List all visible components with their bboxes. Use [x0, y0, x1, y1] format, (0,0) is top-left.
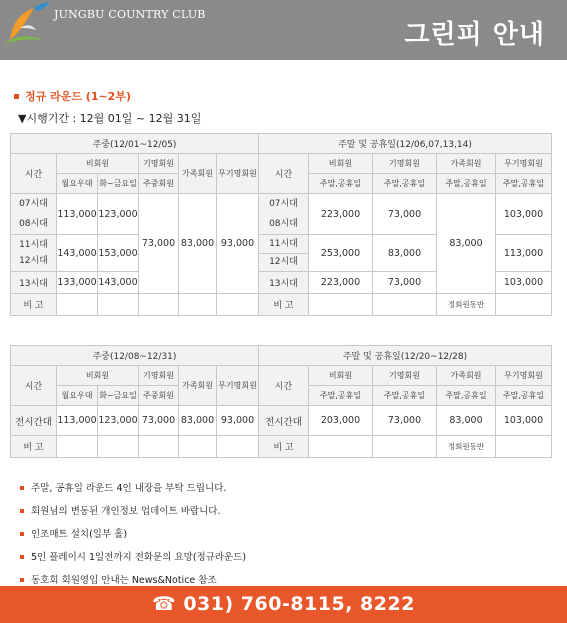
time-11: 11시대	[259, 235, 308, 254]
nonmember-header: 비회원	[57, 366, 139, 386]
price-cell: 143,000	[57, 235, 98, 272]
named-member-header: 기명회원	[139, 366, 179, 386]
period-text: ▼시행기간 : 12월 01일 ~ 12월 31일	[18, 112, 202, 125]
family-member-header: 가족회원	[179, 154, 217, 194]
price-cell: 103,000	[496, 194, 552, 235]
note-text: 회원님의 변동된 개인정보 업데이트 바랍니다.	[31, 506, 221, 517]
holiday-subheader: 주말,공휴일	[496, 386, 552, 406]
note-text: 동호회 회원영입 안내는 News&Notice 참조	[31, 575, 217, 586]
time-12: 12시대	[269, 257, 298, 267]
note-item	[20, 480, 246, 503]
price-cell: 83,000	[179, 194, 217, 294]
price-cell: 83,000	[437, 406, 496, 436]
holiday-subheader: 주말,공휴일	[437, 386, 496, 406]
price-cell: 113,000	[496, 235, 552, 272]
price-cell: 123,000	[98, 406, 139, 436]
time-slot	[11, 194, 57, 235]
holiday-subheader: 주말,공휴일	[437, 174, 496, 194]
family-member-header: 가족회원	[437, 366, 496, 386]
bullet-icon	[20, 555, 24, 559]
note-label: 비 고	[259, 294, 309, 316]
note-label: 비 고	[259, 436, 309, 458]
price-cell: 93,000	[217, 194, 259, 294]
time-12: 12시대	[19, 256, 48, 266]
time-13: 13시대	[11, 272, 57, 294]
time-07: 07시대	[19, 199, 48, 209]
price-cell: 73,000	[139, 406, 179, 436]
weekend-title: 주말 및 공휴일(12/20~12/28)	[259, 346, 552, 366]
price-cell: 73,000	[373, 194, 437, 235]
weekday-title: 주중(12/01~12/05)	[11, 134, 259, 154]
bullet-icon	[20, 509, 24, 513]
brand-name: JUNGBU COUNTRY CLUB	[54, 8, 206, 21]
all-time-label: 전시간대	[259, 406, 309, 436]
price-cell: 103,000	[496, 406, 552, 436]
price-cell: 123,000	[98, 194, 139, 235]
monday-subheader: 월요우대	[57, 386, 98, 406]
note-text: 5인 플레이시 1일전까지 전화문의 요망(정규라운드)	[31, 552, 247, 563]
anon-member-header: 무기명회원	[217, 366, 259, 406]
time-11: 11시대	[19, 240, 48, 250]
price-cell: 133,000	[57, 272, 98, 294]
note-label: 비 고	[11, 294, 57, 316]
club-logo-icon	[0, 0, 60, 50]
header-bar	[0, 0, 567, 60]
tue-fri-subheader: 화~금요일	[98, 174, 139, 194]
nonmember-header: 비회원	[309, 154, 373, 174]
price-cell: 83,000	[437, 194, 496, 294]
time-header: 시간	[259, 366, 309, 406]
note-label: 비 고	[11, 436, 57, 458]
price-cell: 143,000	[98, 272, 139, 294]
family-member-header: 가족회원	[179, 366, 217, 406]
monday-subheader: 월요우대	[57, 174, 98, 194]
price-cell: 113,000	[57, 194, 98, 235]
time-header: 시간	[11, 366, 57, 406]
price-cell: 153,000	[98, 235, 139, 272]
anon-member-header: 무기명회원	[217, 154, 259, 194]
named-member-header: 기명회원	[373, 366, 437, 386]
price-cell: 223,000	[309, 272, 373, 294]
phone-banner[interactable]	[0, 586, 567, 623]
weekday-title: 주중(12/08~12/31)	[11, 346, 259, 366]
family-member-header: 가족회원	[437, 154, 496, 174]
weekday-member-subheader: 주중회원	[139, 174, 179, 194]
price-cell: 73,000	[373, 272, 437, 294]
all-time-label: 전시간대	[11, 406, 57, 436]
price-cell: 73,000	[139, 194, 179, 294]
named-member-header: 기명회원	[373, 154, 437, 174]
section-title-text: 정규 라운드 (1~2부)	[25, 90, 131, 103]
holiday-subheader: 주말,공휴일	[373, 174, 437, 194]
price-cell: 93,000	[217, 406, 259, 436]
nonmember-header: 비회원	[309, 366, 373, 386]
weekday-member-subheader: 주중회원	[139, 386, 179, 406]
note-text: 인조매트 설치(일부 홀)	[31, 529, 128, 540]
anon-member-header: 무기명회원	[496, 366, 552, 386]
price-cell: 113,000	[57, 406, 98, 436]
bullet-icon	[20, 486, 24, 490]
tue-fri-subheader: 화~금요일	[98, 386, 139, 406]
price-cell: 83,000	[373, 235, 437, 272]
greenfee-table-2	[10, 345, 552, 458]
time-08: 08시대	[19, 219, 48, 229]
time-slot	[11, 235, 57, 272]
bullet-icon	[20, 578, 24, 582]
note-family: 정회원동반	[437, 436, 496, 458]
holiday-subheader: 주말,공휴일	[496, 174, 552, 194]
note-family: 정회원동반	[437, 294, 496, 316]
time-slot	[259, 235, 309, 272]
weekend-title: 주말 및 공휴일(12/06,07,13,14)	[259, 134, 552, 154]
nonmember-header: 비회원	[57, 154, 139, 174]
price-cell: 203,000	[309, 406, 373, 436]
greenfee-table-1	[10, 133, 552, 316]
price-cell: 223,000	[309, 194, 373, 235]
price-cell: 83,000	[179, 406, 217, 436]
notes-list	[20, 480, 246, 595]
note-item	[20, 549, 246, 572]
time-08: 08시대	[269, 219, 298, 229]
page-title: 그린피 안내	[404, 20, 545, 50]
time-07: 07시대	[269, 199, 298, 209]
time-slot	[259, 194, 309, 235]
section-title	[14, 88, 131, 104]
note-item	[20, 526, 246, 549]
named-member-header: 기명회원	[139, 154, 179, 174]
holiday-subheader: 주말,공휴일	[373, 386, 437, 406]
time-header: 시간	[11, 154, 57, 194]
note-item	[20, 503, 246, 526]
price-cell: 73,000	[373, 406, 437, 436]
note-text: 주말, 공휴일 라운드 4인 내장을 부탁 드립니다.	[31, 483, 227, 494]
phone-number[interactable]: ☎ 031) 760-8115, 8222	[152, 593, 415, 615]
bullet-icon	[14, 94, 19, 99]
time-header: 시간	[259, 154, 309, 194]
holiday-subheader: 주말,공휴일	[309, 386, 373, 406]
holiday-subheader: 주말,공휴일	[309, 174, 373, 194]
bullet-icon	[20, 532, 24, 536]
time-13: 13시대	[259, 272, 309, 294]
anon-member-header: 무기명회원	[496, 154, 552, 174]
price-cell: 253,000	[309, 235, 373, 272]
price-cell: 103,000	[496, 272, 552, 294]
